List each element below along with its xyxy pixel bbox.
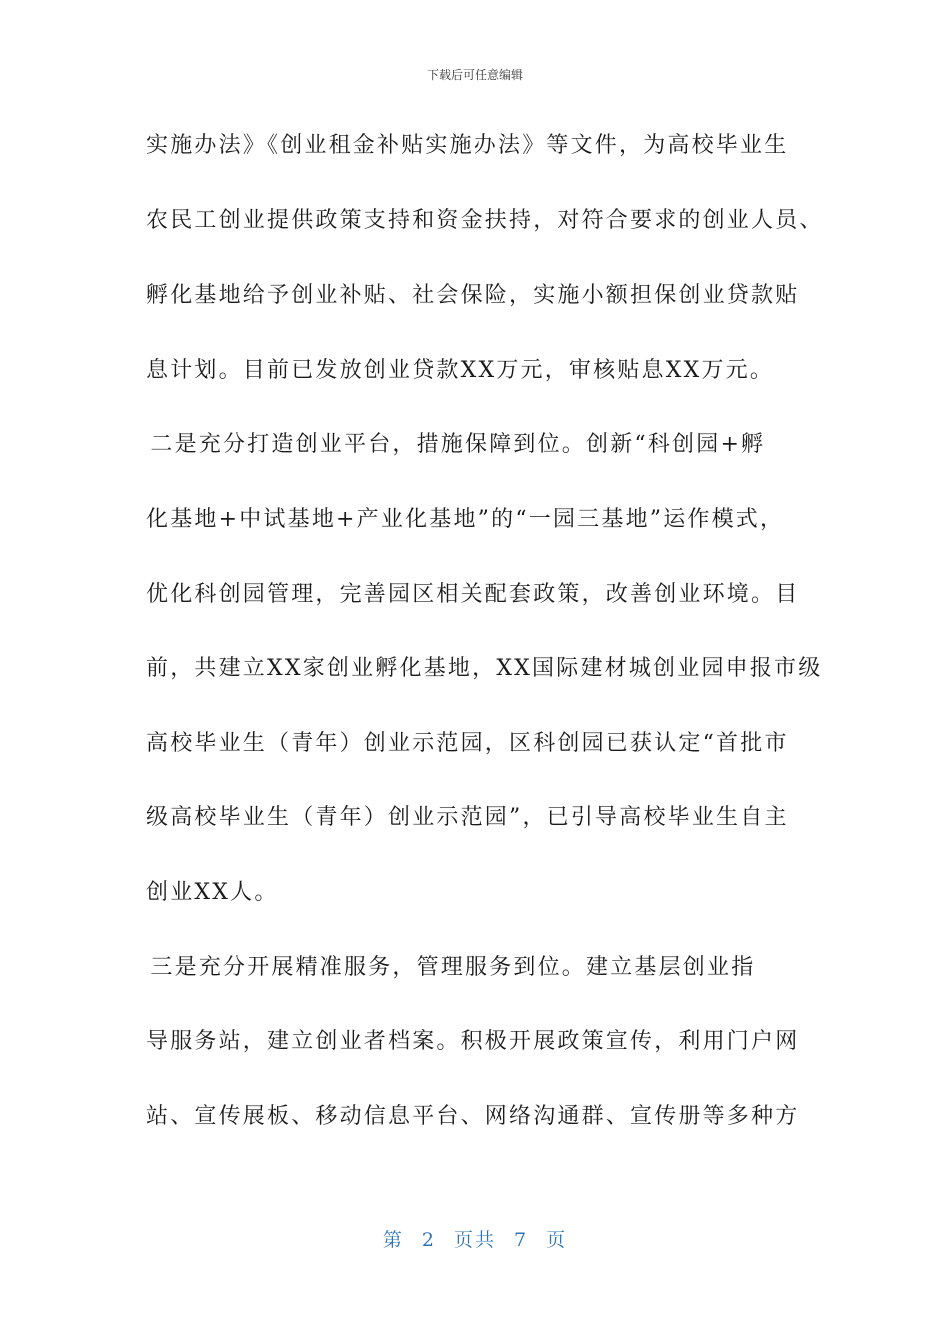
text-line: 二是充分打造创业平台，措施保障到位。创新“科创园+孵 xyxy=(102,432,766,457)
page-header: 下载后可任意编辑 xyxy=(426,68,523,82)
text-line: 孵化基地给予创业补贴、社会保险，实施小额担保创业贷款贴 xyxy=(146,283,800,308)
text-line: 三是充分开展精准服务，管理服务到位。建立基层创业指 xyxy=(102,955,756,980)
text-line: 高校毕业生（青年）创业示范园，区科创园已获认定“首批市 xyxy=(146,731,789,756)
text-line: 级高校毕业生（青年）创业示范园”，已引导高校毕业生自主 xyxy=(146,805,789,830)
text-line: 前，共建立XX家创业孵化基地，XX国际建材城创业园申报市级 xyxy=(146,656,823,681)
text-line: 站、宣传展板、移动信息平台、网络沟通群、宣传册等多种方 xyxy=(146,1104,800,1129)
page-footer: 第 2 页共 7 页 xyxy=(382,1229,568,1251)
text-line: 息计划。目前已发放创业贷款XX万元，审核贴息XX万元。 xyxy=(146,358,775,383)
text-line: 农民工创业提供政策支持和资金扶持，对符合要求的创业人员、 xyxy=(146,208,824,233)
text-line: 化基地+中试基地+产业化基地”的“一园三基地”运作模式， xyxy=(146,507,785,532)
text-line: 导服务站，建立创业者档案。积极开展政策宣传，利用门户网 xyxy=(146,1029,800,1054)
text-line: 实施办法》《创业租金补贴实施办法》等文件，为高校毕业生 xyxy=(146,133,789,158)
text-line: 创业XX人。 xyxy=(146,880,279,905)
text-line: 优化科创园管理，完善园区相关配套政策，改善创业环境。目 xyxy=(146,582,800,607)
